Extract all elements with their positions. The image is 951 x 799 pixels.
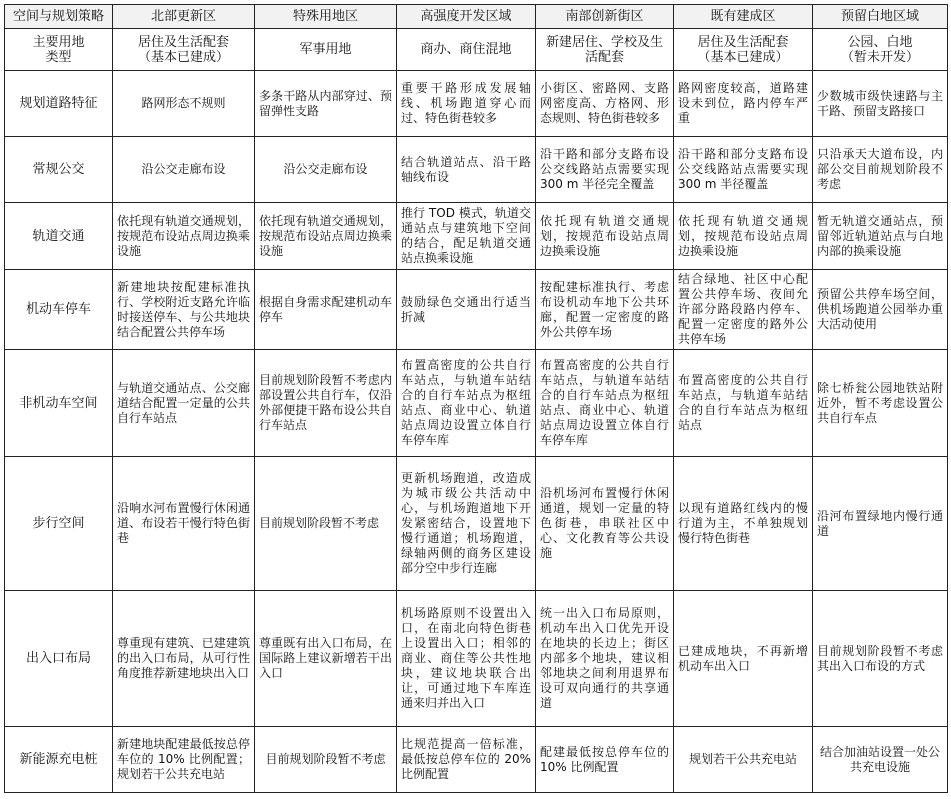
table-cell: 小街区、密路网、支路网密度高、方格网、形态规则、特色街巷较多 [536,71,674,137]
table-cell: 军事用地 [255,29,397,71]
table-cell: 除七桥瓮公园地铁站附近外，暂不考虑设置公共自行车点 [813,350,948,457]
table-cell: 沿公交走廊布设 [255,137,397,203]
table-cell: 尊重现有建筑、已建建筑的出入口布局，从可行性角度推荐新建地块出入口 [113,591,255,727]
row-label: 步行空间 [5,457,113,591]
table-cell: 结合绿地、社区中心配置公共停车场、夜间允许部分路段路内停车、配置一定密度的路外公共停车场 [674,270,813,350]
table-cell: 沿响水河布置慢行休闲通道、布设若干慢行特色街巷 [113,457,255,591]
table-cell: 沿干路和部分支路布设公交线路站点需要实现 300 m 半径覆盖 [674,137,813,203]
table-cell: 机场路原则不设置出入口，在南北向特色街巷上设置出入口；相邻的商业、商住等公共性地块，建议地块联合出让，可通过地下车库连通来归并出入口 [397,591,536,727]
strategy-table-container [4,4,948,793]
column-header: 预留白地区域 [813,5,948,29]
table-cell: 规划若干公共充电站 [674,727,813,793]
table-cell: 布置高密度的公共自行车站点，与轨道车站结合的自行车站点为枢纽站点、商业中心、轨道站点周边设置立体自行车停车库 [397,350,536,457]
row-label: 规划道路特征 [5,71,113,137]
table-cell: 依托现有轨道交通规划，按规范布设站点周边换乘设施 [674,203,813,270]
row-label: 非机动车空间 [5,350,113,457]
column-header: 高强度开发区域 [397,5,536,29]
table-cell: 布置高密度的公共自行车站点，与轨道车站结合的自行车站点为枢纽站点、商业中心、轨道站点周边设置立体自行车停车库 [536,350,674,457]
row-label: 主要用地 类型 [5,29,113,71]
column-header: 北部更新区 [113,5,255,29]
table-cell: 结合加油站设置一处公共充电设施 [813,727,948,793]
table-cell: 路网形态不规则 [113,71,255,137]
column-header: 既有建成区 [674,5,813,29]
table-row [5,137,948,203]
table-cell: 根据自身需求配建机动车停车 [255,270,397,350]
table-cell: 新建居住、学校及生活配套 [536,29,674,71]
row-label: 机动车停车 [5,270,113,350]
table-cell: 新建地块按配建标准执行、学校附近支路允许临时接送停车、与公共地块结合配置公共停车场 [113,270,255,350]
table-cell: 目前规划阶段暂不考虑 [255,457,397,591]
table-cell: 多条干路从内部穿过、预留弹性支路 [255,71,397,137]
table-row [5,203,948,270]
table-cell: 依托现有轨道交通规划，按规范布设站点周边换乘设施 [113,203,255,270]
table-cell: 沿机场河布置慢行休闲通道，规划一定量的特色街巷，串联社区中心、文化教育等公共设施 [536,457,674,591]
table-cell: 比规范提高一倍标准，最低按总停车位的 20% 比例配置 [397,727,536,793]
table-cell: 目前规划阶段暂不考虑 [255,727,397,793]
table-row [5,591,948,727]
table-cell: 与轨道交通站点、公交廊道结合配置一定量的公共自行车站点 [113,350,255,457]
table-cell: 沿公交走廊布设 [113,137,255,203]
table-cell: 已建成地块，不再新增机动车出入口 [674,591,813,727]
table-row [5,270,948,350]
table-cell: 预留公共停车场空间，供机场跑道公园举办重大活动使用 [813,270,948,350]
table-cell: 依托现有轨道交通规划，按规范布设站点周边换乘设施 [536,203,674,270]
column-header: 空间与规划策略 [5,5,113,29]
table-cell: 目前规划阶段暂不考虑其出入口布设的方式 [813,591,948,727]
table-cell: 沿河布置绿地内慢行通道 [813,457,948,591]
table-cell: 布置高密度的公共自行车站点，与轨道车站结合的自行车站点为枢纽站点 [674,350,813,457]
header-row [5,5,948,29]
table-cell: 沿干路和部分支路布设公交线路站点需要实现 300 m 半径完全覆盖 [536,137,674,203]
table-cell: 目前规划阶段暂不考虑内部设置公共自行车，仅沿外部便捷干路布设公共自行车站点 [255,350,397,457]
table-cell: 路网密度较高，道路建设未到位，路内停车严重 [674,71,813,137]
column-header: 南部创新街区 [536,5,674,29]
table-cell: 推行 TOD 模式，轨道交通站点与建筑地下空间的结合，配足轨道交通站点换乘设施 [397,203,536,270]
table-cell: 统一出入口布局原则，机动车出入口优先开设在地块的长边上；街区内部多个地块，建议相邻地块之间利用退界布设可双向通行的共享通道 [536,591,674,727]
table-row [5,457,948,591]
table-cell: 居住及生活配套 （基本已建成） [674,29,813,71]
row-label: 新能源充电桩 [5,727,113,793]
table-cell: 居住及生活配套 （基本已建成） [113,29,255,71]
table-row [5,350,948,457]
table-cell: 新建地块配建最低按总停车位的 10% 比例配置；规划若干公共充电站 [113,727,255,793]
table-cell: 尊重既有出入口布局，在国际路上建议新增若干出入口 [255,591,397,727]
table-cell: 只沿承天大道布设，内部公交目前规划阶段不考虑 [813,137,948,203]
table-row [5,727,948,793]
row-label: 轨道交通 [5,203,113,270]
table-row [5,29,948,71]
table-cell: 结合轨道站点、沿干路轴线布设 [397,137,536,203]
table-cell: 公园、白地 （暂未开发） [813,29,948,71]
table-cell: 重要干路形成发展轴线、机场跑道穿心而过、特色街巷较多 [397,71,536,137]
row-label: 出入口布局 [5,591,113,727]
table-cell: 暂无轨道交通站点，预留邻近轨道站点与白地内部的换乘设施 [813,203,948,270]
table-cell: 更新机场跑道，改造成为城市级公共活动中心，与机场跑道地下开发紧密结合，设置地下慢行通道；机场跑道，绿轴两侧的商务区建设部分空中步行连廊 [397,457,536,591]
table-cell: 少数城市级快速路与主干路、预留支路接口 [813,71,948,137]
table-cell: 鼓励绿色交通出行适当折减 [397,270,536,350]
row-label: 常规公交 [5,137,113,203]
strategy-table [4,4,948,793]
table-cell: 以现有道路红线内的慢行道为主，不单独规划慢行特色街巷 [674,457,813,591]
table-cell: 按配建标准执行、考虑布设机动车地下公共环廊，配置一定密度的路外公共停车场 [536,270,674,350]
table-cell: 商办、商住混地 [397,29,536,71]
column-header: 特殊用地区 [255,5,397,29]
table-cell: 配建最低按总停车位的 10% 比例配置 [536,727,674,793]
table-cell: 依托现有轨道交通规划，按规范布设站点周边换乘设施 [255,203,397,270]
table-row [5,71,948,137]
